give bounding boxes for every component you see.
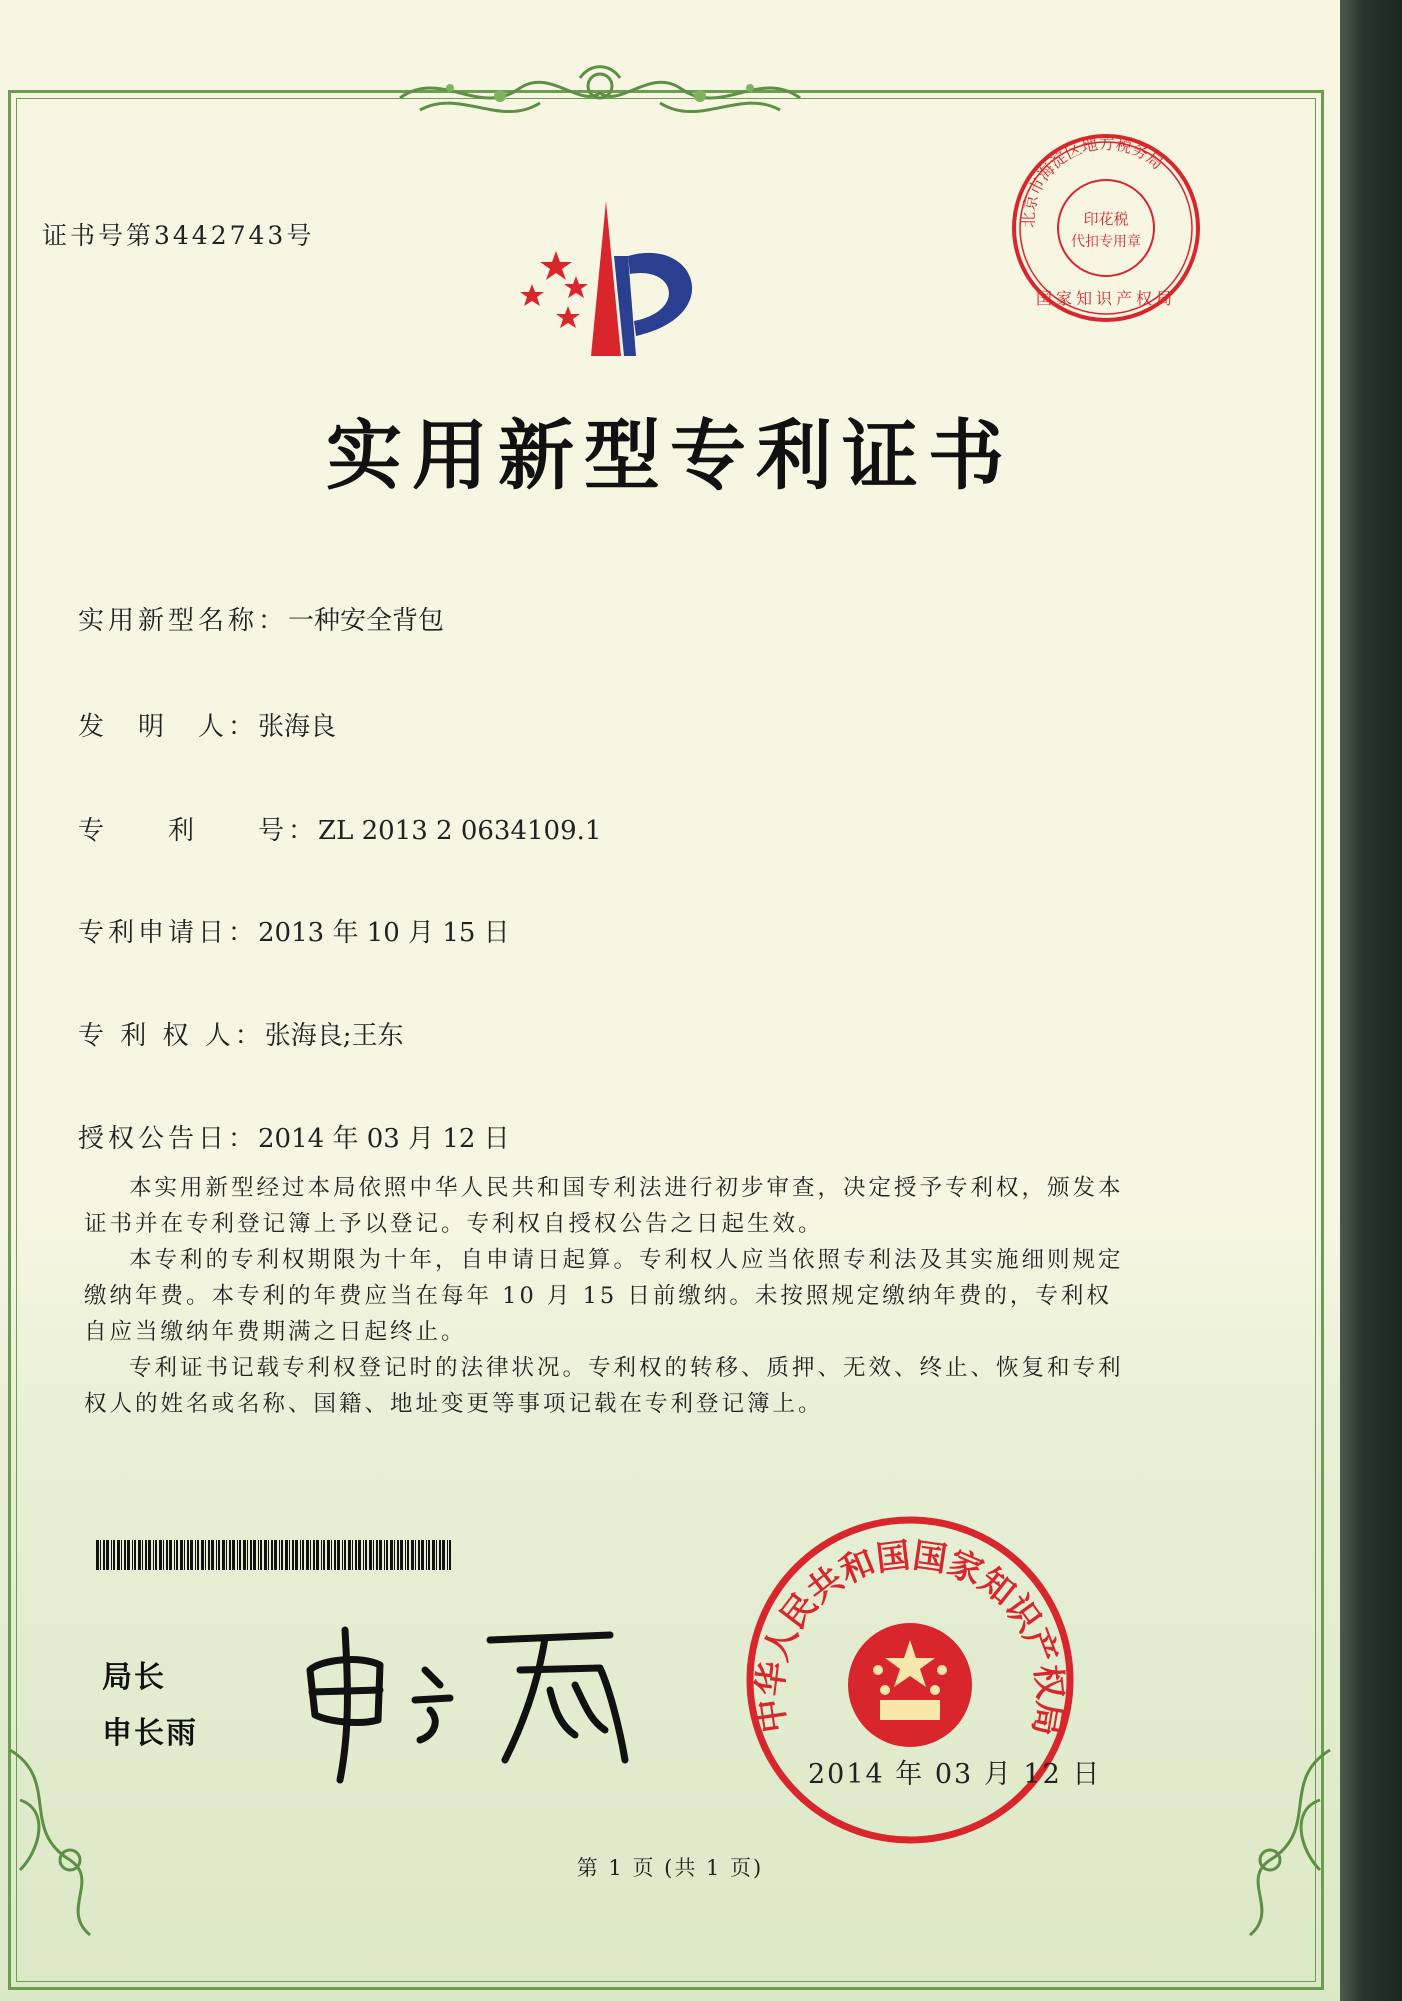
barcode-bar <box>407 1540 409 1570</box>
barcode-bar <box>415 1540 416 1570</box>
barcode-bar <box>289 1540 290 1570</box>
barcode-bar <box>426 1540 427 1570</box>
barcode-bar <box>176 1540 178 1570</box>
barcode-bar <box>121 1540 122 1570</box>
barcode-bar <box>260 1540 262 1570</box>
barcode-bar <box>384 1540 385 1570</box>
sipo-official-seal <box>740 1510 1080 1850</box>
barcode-bar <box>386 1540 388 1570</box>
barcode-bar <box>264 1540 267 1570</box>
field-grant-date <box>78 1118 510 1155</box>
top-ornament-icon <box>380 58 820 128</box>
barcode-bar <box>358 1540 361 1570</box>
field-inventor <box>78 706 336 743</box>
barcode-bar <box>155 1540 157 1570</box>
barcode-bar <box>281 1540 283 1570</box>
barcode-bar <box>327 1540 330 1570</box>
barcode-bar <box>124 1540 126 1570</box>
barcode-bar <box>439 1540 441 1570</box>
barcode-bar <box>310 1540 311 1570</box>
barcode-bar <box>331 1540 332 1570</box>
barcode-bar <box>250 1540 252 1570</box>
tax-seal-inner-1: 印花税 <box>1083 210 1129 228</box>
field-label: 实用新型名称： <box>78 606 289 636</box>
field-value: 一种安全背包 <box>288 606 445 636</box>
certificate-title: 实用新型专利证书 <box>326 411 1014 500</box>
barcode-bar <box>342 1540 343 1570</box>
certificate-number: 证书号第3442743号 <box>42 221 315 250</box>
barcode-bar <box>142 1540 143 1570</box>
director-signature <box>290 1610 650 1790</box>
barcode-bar <box>153 1540 154 1570</box>
barcode-bar <box>226 1540 227 1570</box>
barcode-bar <box>218 1540 220 1570</box>
barcode-bar <box>268 1540 269 1570</box>
barcode-bar <box>103 1540 105 1570</box>
barcode-bar <box>145 1540 147 1570</box>
barcode-bar <box>334 1540 336 1570</box>
tax-seal-text: 北京市海淀区地方税务局 <box>1018 134 1167 228</box>
director-title: 局长 <box>102 1660 166 1695</box>
barcode-bar <box>216 1540 217 1570</box>
barcode-bar <box>285 1540 288 1570</box>
barcode-bar <box>449 1540 451 1570</box>
field-application-date <box>78 912 510 949</box>
barcode-bar <box>208 1540 210 1570</box>
barcode-bar <box>239 1540 241 1570</box>
barcode-bar <box>365 1540 367 1570</box>
tax-seal-bottom: 国家知识产权局 <box>1035 289 1177 308</box>
barcode-bar <box>279 1540 280 1570</box>
barcode-bar <box>96 1540 99 1570</box>
barcode-bar <box>222 1540 225 1570</box>
barcode-bar <box>197 1540 199 1570</box>
barcode-bar <box>394 1540 395 1570</box>
barcode-bar <box>428 1540 430 1570</box>
certificate-body <box>84 1170 1134 1422</box>
barcode-bar <box>379 1540 382 1570</box>
barcode-bar <box>292 1540 294 1570</box>
barcode-bar <box>117 1540 120 1570</box>
barcode-bar <box>432 1540 435 1570</box>
field-value: 2013 年 10 月 15 日 <box>258 918 510 948</box>
barcode-bar <box>436 1540 437 1570</box>
tax-bureau-seal <box>1006 128 1206 328</box>
corner-ornament-left-icon <box>0 1740 110 1940</box>
barcode-bar <box>113 1540 115 1570</box>
barcode-bar <box>376 1540 378 1570</box>
barcode-bar <box>421 1540 424 1570</box>
binding-edge <box>1340 0 1402 2001</box>
barcode-bar <box>321 1540 322 1570</box>
barcode-bar <box>411 1540 414 1570</box>
barcode-bar <box>187 1540 189 1570</box>
barcode-bar <box>253 1540 256 1570</box>
barcode-bar <box>132 1540 133 1570</box>
barcode-bar <box>184 1540 185 1570</box>
barcode-bar <box>302 1540 304 1570</box>
tax-seal-inner-2: 代扣专用章 <box>1071 234 1141 250</box>
barcode-bar <box>295 1540 298 1570</box>
director-name: 申长雨 <box>102 1716 198 1751</box>
field-label: 专利申请日： <box>78 918 259 948</box>
barcode-bar <box>169 1540 172 1570</box>
field-value: ZL 2013 2 0634109.1 <box>318 816 602 846</box>
barcode-bar <box>127 1540 130 1570</box>
barcode-bar <box>400 1540 403 1570</box>
barcode-bar <box>111 1540 112 1570</box>
barcode-bar <box>337 1540 340 1570</box>
barcode-bar <box>205 1540 206 1570</box>
barcode-bar <box>313 1540 315 1570</box>
barcode-bar <box>180 1540 183 1570</box>
barcode-bar <box>134 1540 136 1570</box>
barcode-bar <box>316 1540 319 1570</box>
field-patent-number <box>78 810 601 847</box>
barcode-bar <box>363 1540 364 1570</box>
barcode-bar <box>211 1540 214 1570</box>
barcode-bar <box>174 1540 175 1570</box>
corner-ornament-right-icon <box>1230 1740 1340 1940</box>
barcode-bar <box>258 1540 259 1570</box>
barcode-bar <box>405 1540 406 1570</box>
body-paragraph: 本实用新型经过本局依照中华人民共和国专利法进行初步审查，决定授予专利权，颁发本证书并在专利登记簿上予以登记。专利权自授权公告之日起生效。 <box>84 1175 1124 1237</box>
field-label: 专 利 号： <box>78 816 319 846</box>
field-utility-model-name <box>78 600 444 637</box>
barcode-bar <box>229 1540 231 1570</box>
barcode-bar <box>106 1540 109 1570</box>
barcode-bar <box>100 1540 101 1570</box>
barcode-bar <box>163 1540 164 1570</box>
barcode-bar <box>369 1540 372 1570</box>
field-label: 授权公告日： <box>78 1124 259 1154</box>
page-footer: 第 1 页 (共 1 页) <box>576 1856 764 1880</box>
patent-office-emblem-icon <box>496 196 716 366</box>
barcode-bar <box>306 1540 309 1570</box>
barcode-bar <box>348 1540 351 1570</box>
barcode-bar <box>352 1540 353 1570</box>
field-patentee <box>78 1015 404 1052</box>
barcode-bar <box>138 1540 141 1570</box>
barcode-bar <box>247 1540 248 1570</box>
field-value: 张海良 <box>258 712 337 742</box>
barcode-bar <box>243 1540 246 1570</box>
barcode-bar <box>271 1540 273 1570</box>
barcode-bar <box>201 1540 204 1570</box>
barcode <box>96 1540 456 1570</box>
seal-text: 中华人民共和国国家知识产权局 <box>750 1535 1070 1739</box>
field-label: 专 利 权 人： <box>78 1021 265 1051</box>
barcode-bar <box>397 1540 399 1570</box>
barcode-bar <box>159 1540 162 1570</box>
barcode-bar <box>232 1540 235 1570</box>
barcode-bar <box>300 1540 301 1570</box>
barcode-bar <box>418 1540 420 1570</box>
barcode-bar <box>166 1540 168 1570</box>
barcode-bar <box>190 1540 193 1570</box>
body-paragraph: 本专利的专利权期限为十年，自申请日起算。专利权人应当依照专利法及其实施细则规定缴纳年费。本专利的年费应当在每年 10 月 15 日前缴纳。未按照规定缴纳年费的，专利权自应当缴纳年费期满之日起终止。 <box>84 1247 1124 1345</box>
barcode-bar <box>274 1540 277 1570</box>
barcode-bar <box>373 1540 374 1570</box>
barcode-bar <box>195 1540 196 1570</box>
seal-date: 2014 年 03 月 12 日 <box>808 1759 1102 1790</box>
barcode-bar <box>442 1540 445 1570</box>
field-value: 2014 年 03 月 12 日 <box>258 1124 510 1154</box>
barcode-bar <box>355 1540 357 1570</box>
body-paragraph: 专利证书记载专利权登记时的法律状况。专利权的转移、质押、无效、终止、恢复和专利权人的姓名或名称、国籍、地址变更等事项记载在专利登记簿上。 <box>84 1355 1124 1417</box>
barcode-bar <box>237 1540 238 1570</box>
barcode-bar <box>323 1540 325 1570</box>
field-value: 张海良;王东 <box>264 1021 404 1051</box>
barcode-bar <box>390 1540 393 1570</box>
barcode-bar <box>344 1540 346 1570</box>
barcode-bar <box>447 1540 448 1570</box>
barcode-bar <box>148 1540 151 1570</box>
field-label: 发 明 人： <box>78 712 259 742</box>
